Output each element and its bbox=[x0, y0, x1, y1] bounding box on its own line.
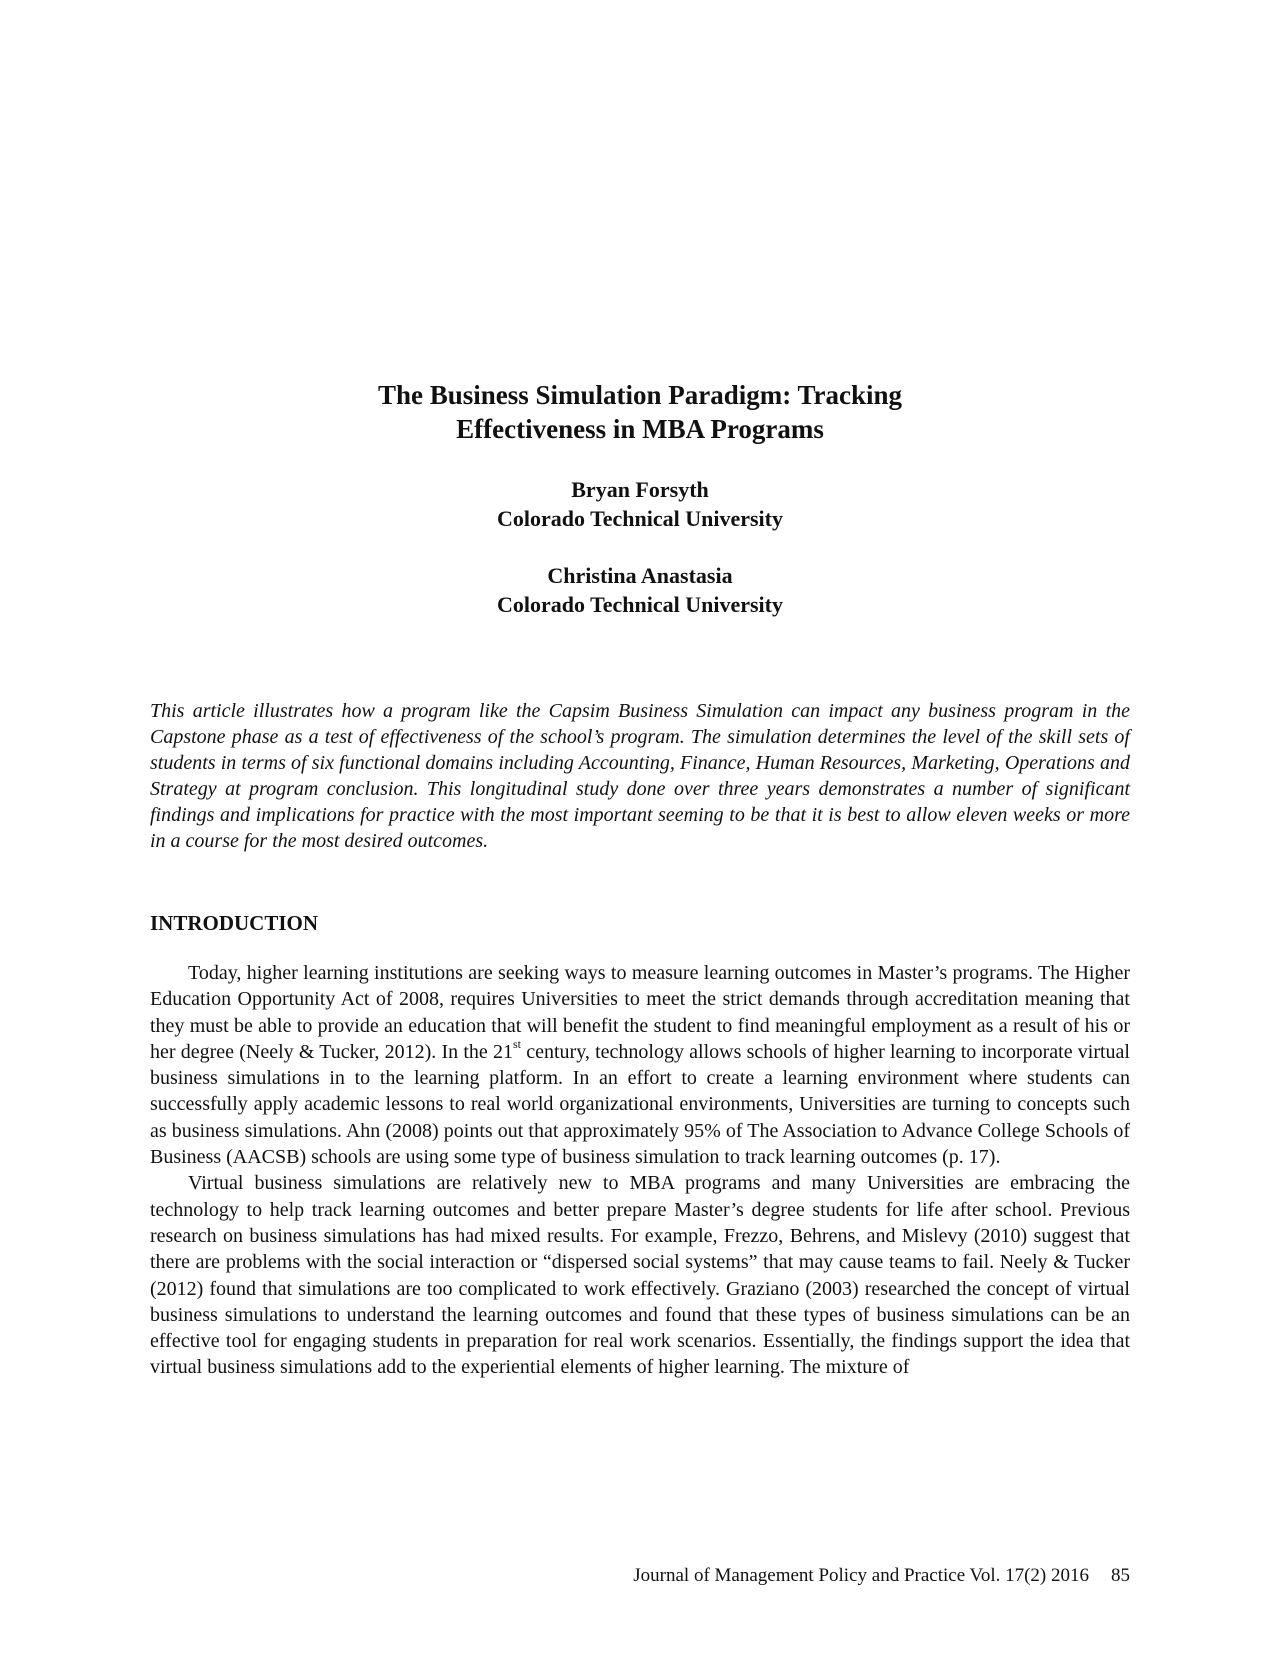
author-affiliation: Colorado Technical University bbox=[496, 506, 783, 531]
title-line-1: The Business Simulation Paradigm: Tracking bbox=[377, 380, 903, 410]
superscript-st: st bbox=[513, 1037, 522, 1052]
paragraph-1 bbox=[150, 960, 1130, 1170]
page-footer bbox=[150, 1564, 1130, 1588]
section-heading: INTRODUCTION bbox=[150, 911, 319, 935]
author-affiliation: Colorado Technical University bbox=[496, 592, 783, 617]
author-block-2 bbox=[150, 561, 1130, 619]
body-text bbox=[150, 960, 1130, 1381]
title-line-2: Effectiveness in MBA Programs bbox=[456, 414, 824, 444]
page-number: 85 bbox=[1111, 1565, 1130, 1586]
author-name: Christina Anastasia bbox=[547, 563, 733, 588]
journal-citation: Journal of Management Policy and Practice Vol. 17(2) 2016 bbox=[633, 1565, 1089, 1586]
paper-title bbox=[150, 378, 1130, 446]
abstract: This article illustrates how a program like the Capsim Business Simulation can impact any business program in the Capstone phase as a test of effectiveness of the school’s program. The simulation determines the level of the skill sets of students in terms of six functional domains including Accounting, Finance, Human Resources, Marketing, Operations and Strategy at program conclusion. This longitudinal study done over three years demonstrates a number of significant findings and implications for practice with the most important seeming to be that it is best to allow eleven weeks or more in a course for the most desired outcomes. bbox=[150, 700, 1130, 852]
author-block-1 bbox=[150, 475, 1130, 533]
paragraph-1-text: Today, higher learning institutions are seeking ways to measure learning outcomes in Master’s programs. The Higher Education Opportunity Act of 2008, requires Universities to meet the strict demands through accreditation meaning that they must be able to provide an education that will benefit the student to find meaningful employment as a result of his or her degree (Neely & Tucker, 2012). In the 21 bbox=[150, 962, 1130, 1063]
paragraph-1-text-cont: century, technology allows schools of higher learning to incorporate virtual business simulations in to the learning platform. In an effort to create a learning environment where students can successfully apply academic lessons to real world organizational environments, Universities are turning to concepts such as business simulations. Ahn (2008) points out that approximately 95% of The Association to Advance College Schools of Business (AACSB) schools are using some type of business simulation to track learning outcomes (p. 17). bbox=[150, 1040, 1130, 1169]
paragraph-2: Virtual business simulations are relatively new to MBA programs and many Universities are embracing the technology to help track learning outcomes and better prepare Master’s degree students for life after school. Previous research on business simulations has had mixed results. For example, Frezzo, Behrens, and Mislevy (2010) suggest that there are problems with the social interaction or “dispersed social systems” that may cause teams to fail. Neely & Tucker (2012) found that simulations are too complicated to work effectively. Graziano (2003) researched the concept of virtual business simulations to understand the learning outcomes and found that these types of business simulations can be an effective tool for engaging students in preparation for real work scenarios. Essentially, the findings support the idea that virtual business simulations add to the experiential elements of higher learning. The mixture of bbox=[150, 1172, 1130, 1379]
author-name: Bryan Forsyth bbox=[571, 477, 709, 502]
